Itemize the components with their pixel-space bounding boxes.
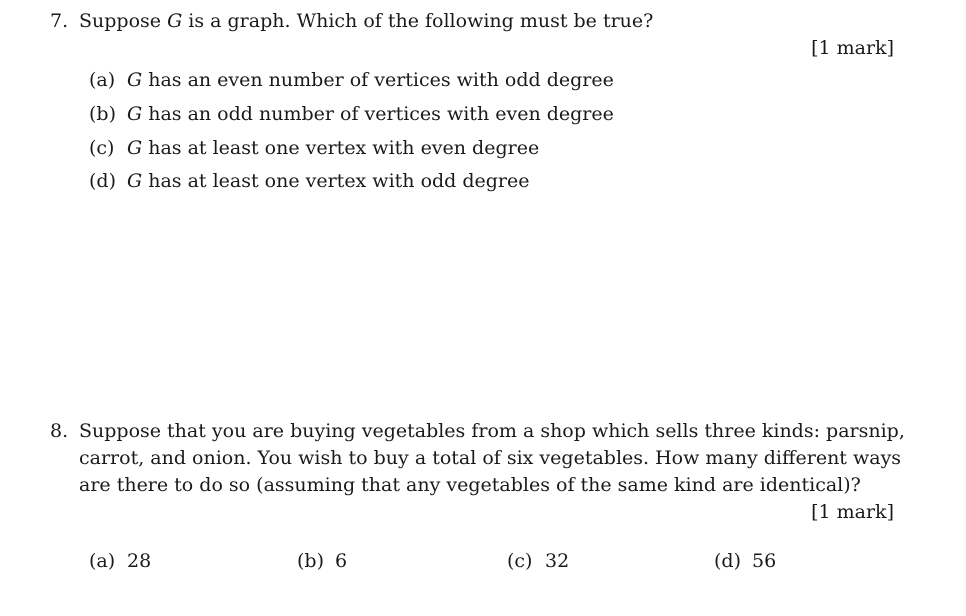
- question-8-line-3: are there to do so (assuming that any vegetables of the same kind are identical)?: [79, 474, 861, 496]
- option-value: 28: [127, 550, 152, 572]
- option-text: has at least one vertex with odd degree: [142, 170, 530, 192]
- question-7-text: [79, 8, 653, 35]
- option-label: (a): [89, 69, 116, 91]
- option-text: has an even number of vertices with odd degree: [142, 69, 614, 91]
- option-label: (a): [89, 550, 116, 572]
- question-8-option-c: [507, 548, 569, 575]
- question-7-option-a: [89, 67, 614, 94]
- question-7-option-b: [89, 101, 614, 128]
- question-7-option-c: [89, 135, 539, 162]
- option-var: G: [127, 137, 143, 159]
- question-7-number: 7.: [50, 10, 69, 32]
- question-8-line-1: Suppose that you are buying vegetables from a shop which sells three kinds: parsnip,: [79, 420, 905, 442]
- option-text: has at least one vertex with even degree: [142, 137, 540, 159]
- question-8-line-2: carrot, and onion. You wish to buy a total of six vegetables. How many different ways: [79, 447, 902, 469]
- option-value: 32: [545, 550, 570, 572]
- option-var: G: [127, 69, 143, 91]
- question-8-number: 8.: [50, 420, 69, 442]
- option-label: (b): [89, 103, 116, 125]
- option-var: G: [127, 170, 143, 192]
- option-value: 6: [335, 550, 348, 572]
- option-text: has an odd number of vertices with even degree: [142, 103, 614, 125]
- option-label: (c): [507, 550, 533, 572]
- question-8-option-b: [297, 548, 347, 575]
- option-label: (c): [89, 137, 115, 159]
- option-label: (b): [297, 550, 324, 572]
- question-7-text-before: Suppose: [79, 10, 168, 32]
- question-7-mark: [1 mark]: [811, 37, 894, 59]
- question-8-mark: [1 mark]: [811, 501, 894, 523]
- question-8-option-d: [714, 548, 776, 575]
- question-7-option-d: [89, 168, 530, 195]
- option-label: (d): [89, 170, 116, 192]
- option-var: G: [127, 103, 143, 125]
- option-label: (d): [714, 550, 741, 572]
- option-value: 56: [752, 550, 777, 572]
- question-7-text-after: is a graph. Which of the following must be true?: [182, 10, 654, 32]
- question-7-var: G: [167, 10, 183, 32]
- question-8-option-a: [89, 548, 151, 575]
